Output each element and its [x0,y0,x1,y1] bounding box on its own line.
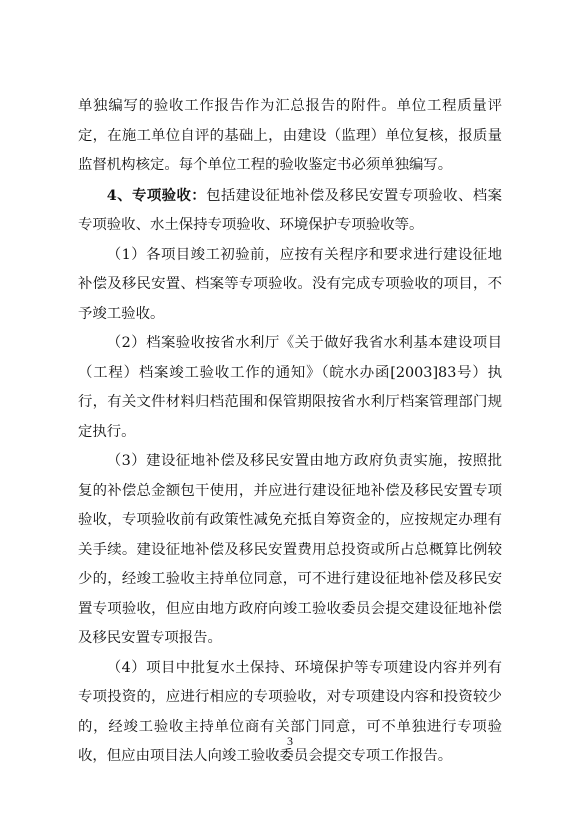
paragraph-text: 包括建设征地补偿及移民安置专项验收、档案专项验收、水土保持专项验收、环境保护专项验收等。 [78,187,502,233]
paragraph-special-acceptance [78,181,502,241]
section-heading: 4、专项验收： [106,186,207,204]
paragraph-text: （1）各项目竣工初验前，应按有关程序和要求进行建设征地补偿及移民安置、档案等专项验收。没有完成专项验收的项目，不予竣工验收。 [78,246,502,322]
paragraph-item-4 [78,654,502,772]
paragraph-text: （3）建设征地补偿及移民安置由地方政府负责实施，按照批复的补偿总金额包干使用，并应进行建设征地补偿及移民安置专项验收，专项验收前有政策性减免充抵自筹资金的，应按规定办理有关手续。建设征地补偿及移民安置费用总投资或所占总概算比例较少的，经竣工验收主持单位同意，可不进行建设征地补偿及移民安置专项验收，但应由地方政府向竣工验收委员会提交建设征地补偿及移民安置专项报告。 [78,453,502,646]
paragraph-continuation [78,92,502,181]
paragraph-item-3 [78,447,502,654]
paragraph-item-1 [78,241,502,330]
paragraph-item-2 [78,329,502,447]
paragraph-text: 单独编写的验收工作报告作为汇总报告的附件。单位工程质量评定，在施工单位自评的基础上，由建设（监理）单位复核，报质量监督机构核定。每个单位工程的验收鉴定书必须单独编写。 [78,98,502,173]
document-body [78,92,502,772]
page-number: 3 [287,734,293,748]
paragraph-text: （4）项目中批复水土保持、环境保护等专项建设内容并列有专项投资的，应进行相应的专项验收，对专项建设内容和投资较少的，经竣工验收主持单位商有关部门同意，可不单独进行专项验收，但应由项目法人向竣工验收委员会提交专项工作报告。 [78,659,502,764]
paragraph-text: （2）档案验收按省水利厅《关于做好我省水利基本建设项目（工程）档案竣工验收工作的通知》（皖水办函[2003]83号）执行，有关文件材料归档范围和保管期限按省水利厅档案管理部门规定执行。 [78,335,502,440]
